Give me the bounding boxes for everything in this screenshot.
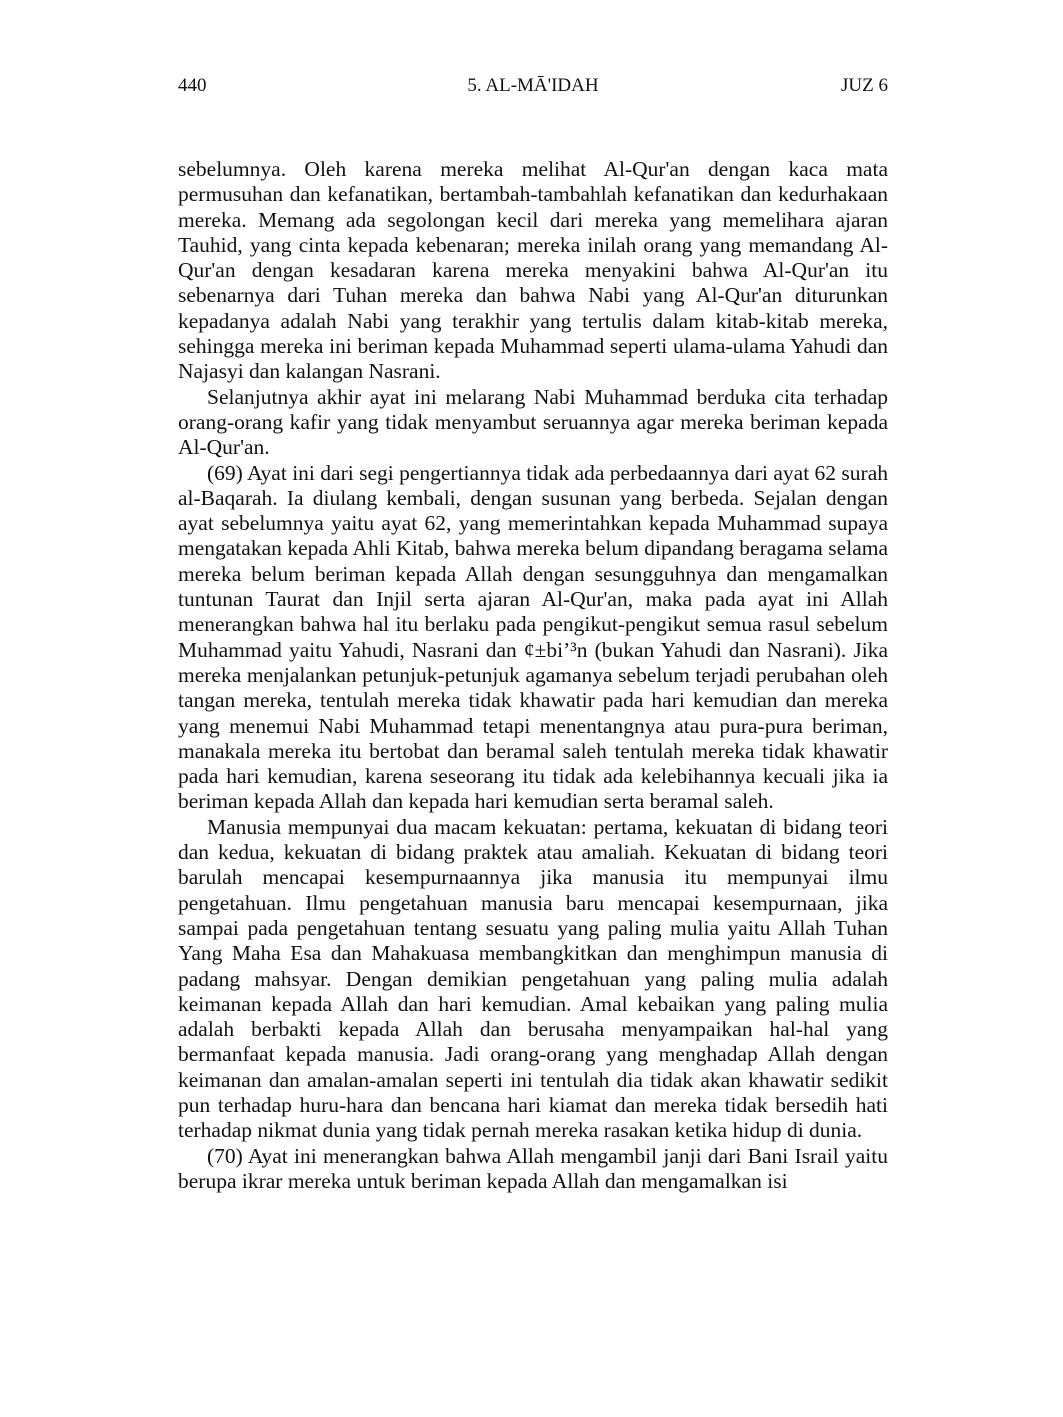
paragraph-4: Manusia mempunyai dua macam kekuatan: pertama, kekuatan di bidang teori dan kedua, kekuatan di bidang praktek atau amaliah. Kekuatan di bidang teori barulah mencapai kesempurnaannya jika manusia itu mempunyai ilmu pengetahuan. Ilmu pengetahuan manusia baru mencapai kesempurnaan, jika sampai pada pengetahuan tentang sesuatu yang paling mulia yaitu Allah Tuhan Yang Maha Esa dan Mahakuasa membangkitkan dan menghimpun manusia di padang mahsyar. Dengan demikian pengetahuan yang paling mulia adalah keimanan kepada Allah dan hari kemudian. Amal kebaikan yang paling mulia adalah berbakti kepada Allah dan berusaha menyampaikan hal-hal yang bermanfaat kepada manusia. Jadi orang-orang yang menghadap Allah dengan keimanan dan amalan-amalan seperti ini tentulah dia tidak akan khawatir sedikit pun terhadap huru-hara dan bencana hari kiamat dan mereka tidak bersedih hati terhadap nikmat dunia yang tidak pernah mereka rasakan ketika hidup di dunia. xyxy=(178,814,888,1143)
page-header xyxy=(178,72,888,100)
page-body xyxy=(178,157,888,1194)
page-number: 440 xyxy=(178,75,207,96)
paragraph-3: (69) Ayat ini dari segi pengertiannya tidak ada perbedaannya dari ayat 62 surah al-Baqarah. Ia diulang kembali, dengan susunan yang berbeda. Sejalan dengan ayat sebelumnya yaitu ayat 62, yang memerintahkan kepada Muhammad supaya mengatakan kepada Ahli Kitab, bahwa mereka belum dipandang beragama selama mereka belum beriman kepada Allah dengan sesungguhnya dan mengamalkan tuntunan Taurat dan Injil serta ajaran Al-Qur'an, maka pada ayat ini Allah menerangkan bahwa hal itu berlaku pada pengikut-pengikut semua rasul sebelum Muhammad yaitu Yahudi, Nasrani dan ¢±bi’³n (bukan Yahudi dan Nasrani). Jika mereka menjalankan petunjuk-petunjuk agamanya sebelum terjadi perubahan oleh tangan mereka, tentulah mereka tidak khawatir pada hari kemudian dan mereka yang menemui Nabi Muhammad tetapi menentangnya atau pura-pura beriman, manakala mereka itu bertobat dan beramal saleh tentulah mereka tidak khawatir pada hari kemudian, karena seseorang itu tidak ada kelebihannya kecuali jika ia beriman kepada Allah dan kepada hari kemudian serta beramal saleh. xyxy=(178,460,888,814)
paragraph-5: (70) Ayat ini menerangkan bahwa Allah mengambil janji dari Bani Israil yaitu berupa ikrar mereka untuk beriman kepada Allah dan mengamalkan isi xyxy=(178,1143,888,1193)
juz-label: JUZ 6 xyxy=(841,75,888,96)
paragraph-1: sebelumnya. Oleh karena mereka melihat Al-Qur'an dengan kaca mata permusuhan dan kefanatikan, bertambah-tambahlah kefanatikan dan kedurhakaan mereka. Memang ada segolongan kecil dari mereka yang memelihara ajaran Tauhid, yang cinta kepada kebenaran; mereka inilah orang yang memandang Al-Qur'an dengan kesadaran karena mereka menyakini bahwa Al-Qur'an itu sebenarnya dari Tuhan mereka dan bahwa Nabi yang Al-Qur'an diturunkan kepadanya adalah Nabi yang terakhir yang tertulis dalam kitab-kitab mereka, sehingga mereka ini beriman kepada Muhammad seperti ulama-ulama Yahudi dan Najasyi dan kalangan Nasrani. xyxy=(178,157,888,384)
paragraph-2: Selanjutnya akhir ayat ini melarang Nabi Muhammad berduka cita terhadap orang-orang kafir yang tidak menyambut seruannya agar mereka beriman kepada Al-Qur'an. xyxy=(178,384,888,460)
chapter-title: 5. AL-MĀ'IDAH xyxy=(467,75,599,96)
